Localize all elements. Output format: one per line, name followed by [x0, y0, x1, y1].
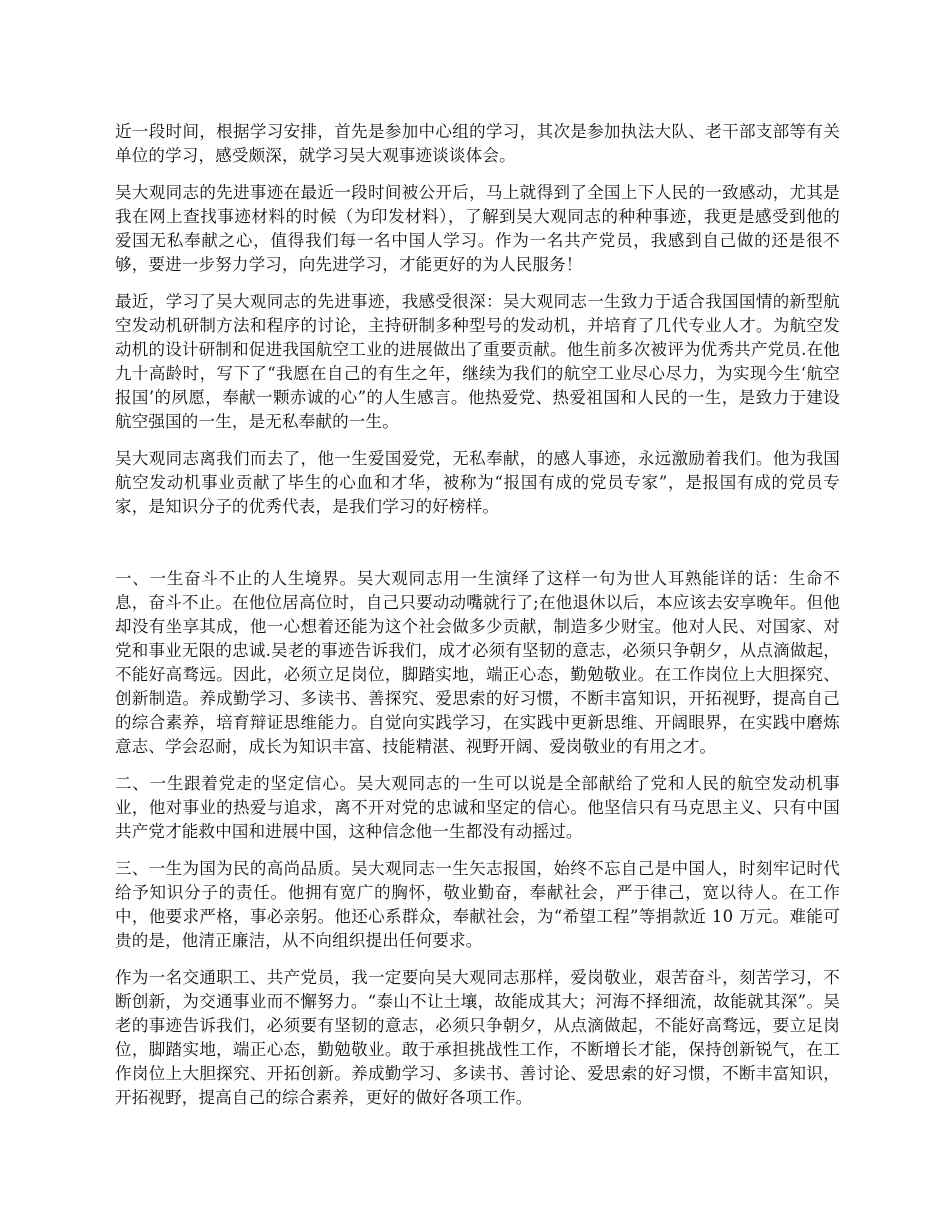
paragraph-section-2: 二、一生跟着党走的坚定信心。吴大观同志的一生可以说是全部献给了党和人民的航空发动机事业，他对事业的热爱与追求，离不开对党的忠诚和坚定的信心。他坚信只有马克思主义、只有中国共产党才能救中国和进展中国，这种信念他一生都没有动摇过。 — [115, 774, 840, 841]
paragraph-conclusion: 作为一名交通职工、共产党员，我一定要向吴大观同志那样，爱岗敬业，艰苦奋斗，刻苦学习，不断创新，为交通事业而不懈努力。“泰山不让土壤，故能成其大；河海不择细流，故能就其深”。吴老的事迹告诉我们，必须要有坚韧的意志，必须只争朝夕，从点滴做起，不能好高骛远，要立足岗位，脚踏实地，端正心态，勤勉敬业。敢于承担挑战性工作，不断增长才能，保持创新锐气，在工作岗位上大胆探究、开拓创新。养成勤学习、多读书、善讨论、爱思索的好习惯，不断丰富知识，开拓视野，提高自己的综合素养，更好的做好各项工作。 — [115, 968, 840, 1107]
paragraph-intro-2: 吴大观同志的先进事迹在最近一段时间被公开后，马上就得到了全国上下人民的一致感动，尤其是我在网上查找事迹材料的时候（为印发材料），了解到吴大观同志的种种事迹，我更是感受到他的爱国无私奉献之心，值得我们每一名中国人学习。作为一名共产党员，我感到自己做的还是很不够，要进一步努力学习，向先进学习，才能更好的为人民服务！ — [115, 183, 840, 274]
document-page — [115, 120, 840, 1123]
paragraph-intro-3: 最近，学习了吴大观同志的先进事迹，我感受很深：吴大观同志一生致力于适合我国国情的新型航空发动机研制方法和程序的讨论，主持研制多种型号的发动机，并培育了几代专业人才。为航空发动机的设计研制和促进我国航空工业的进展做出了重要贡献。他生前多次被评为优秀共产党员.在他九十高龄时，写下了“我愿在自己的有生之年，继续为我们的航空工业尽心尽力，为实现今生‘航空报国’的夙愿，奉献一颗赤诚的心”的人生感言。他热爱党、热爱祖国和人民的一生，是致力于建设航空强国的一生，是无私奉献的一生。 — [115, 292, 840, 431]
paragraph-intro-1: 近一段时间，根据学习安排，首先是参加中心组的学习，其次是参加执法大队、老干部支部等有关单位的学习，感受颇深，就学习吴大观事迹谈谈体会。 — [115, 122, 840, 165]
paragraph-section-1: 一、一生奋斗不止的人生境界。吴大观同志用一生演绎了这样一句为世人耳熟能详的话：生命不息，奋斗不止。在他位居高位时，自己只要动动嘴就行了;在他退休以后，本应该去安享晚年。但他却没有坐享其成，他一心想着还能为这个社会做多少贡献，制造多少财宝。他对人民、对国家、对党和事业无限的忠诚.吴老的事迹告诉我们，成才必须有坚韧的意志，必须只争朝夕，从点滴做起，不能好高骛远。因此，必须立足岗位，脚踏实地，端正心态，勤勉敬业。在工作岗位上大胆探究、创新制造。养成勤学习、多读书、善探究、爱思索的好习惯，不断丰富知识，开拓视野，提高自己的综合素养，培育辩证思维能力。自觉向实践学习，在实践中更新思维、开阔眼界，在实践中磨炼意志、学会忍耐，成长为知识丰富、技能精湛、视野开阔、爱岗敬业的有用之才。 — [115, 569, 840, 756]
section-spacer — [115, 532, 840, 567]
paragraph-intro-4: 吴大观同志离我们而去了，他一生爱国爱党，无私奉献，的感人事迹，永远激励着我们。他为我国航空发动机事业贡献了毕生的心血和才华，被称为“报国有成的党员专家”，是报国有成的党员专家，是知识分子的优秀代表，是我们学习的好榜样。 — [115, 449, 840, 516]
paragraph-section-3: 三、一生为国为民的高尚品质。吴大观同志一生矢志报国，始终不忘自己是中国人，时刻牢记时代给予知识分子的责任。他拥有宽广的胸怀，敬业勤奋，奉献社会，严于律己，宽以待人。在工作中，他要求严格，事必亲躬。他还心系群众，奉献社会，为“希望工程”等捐款近 10 万元。难能可贵的是，他清正廉洁，从不向组织提出任何要求。 — [115, 859, 840, 950]
